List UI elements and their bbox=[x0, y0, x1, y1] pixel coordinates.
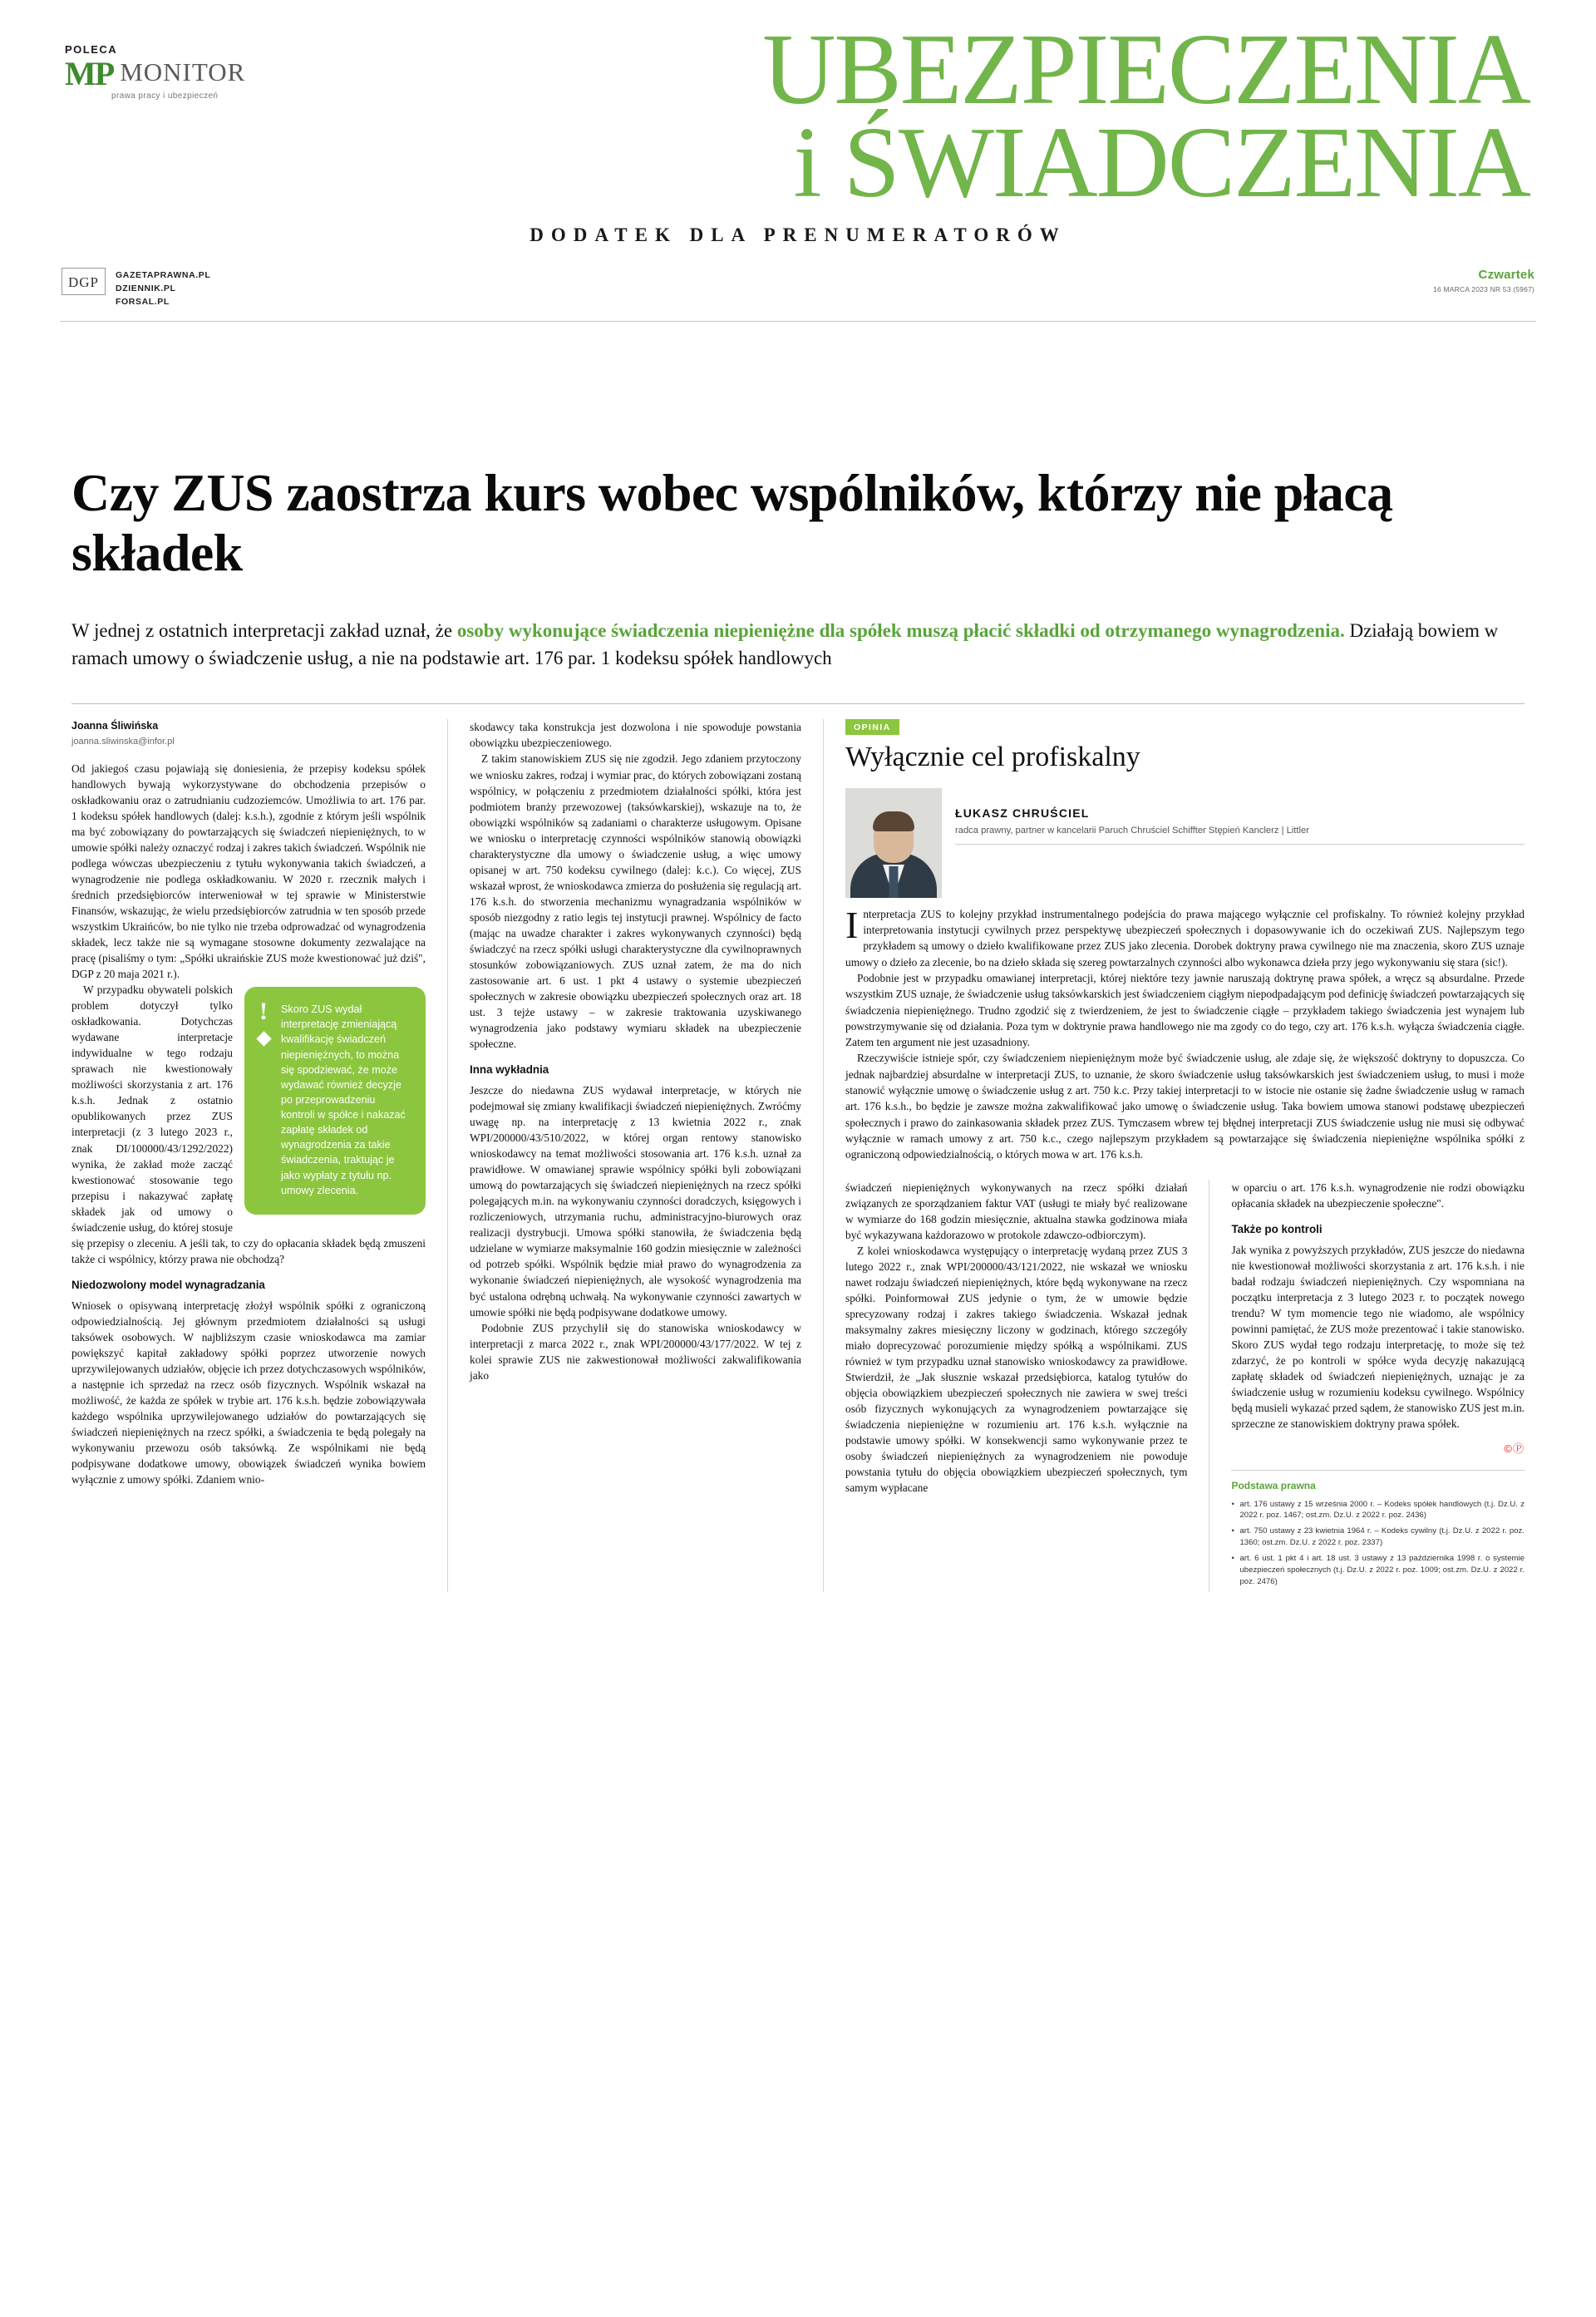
byline-author: Joanna Śliwińska bbox=[71, 720, 159, 732]
monitor-tagline: prawa pracy i ubezpieczeń bbox=[111, 91, 219, 101]
dropcap: I bbox=[845, 903, 859, 946]
masthead bbox=[0, 0, 1596, 391]
legal-basis-title: Podstawa prawna bbox=[1231, 1480, 1316, 1492]
text-column-2 bbox=[447, 719, 823, 1591]
issue-weekday: Czwartek bbox=[1478, 268, 1534, 283]
url-forsal[interactable]: FORSAL.PL bbox=[116, 296, 170, 307]
lede-part1: W jednej z ostatnich interpretacji zakład uznał, że bbox=[71, 620, 457, 642]
opinion-author-name: ŁUKASZ CHRUŚCIEL bbox=[955, 806, 1090, 820]
paragraph: Z takim stanowiskiem ZUS się nie zgodził. Jego zdaniem przytoczony we wniosku zakres, rodzaj i wymiar prac, do których zobowiązani zostaną wspólnicy, w połączeniu z przedmiotem działalności spółki, która jest podmiotem branży przewozowej (taksówkarskiej), wskazuje na to, że obowiązki wspólników są zadaniami o charakterze usługowym. Opisane we wniosku o interpretację czynności wspólników stanowią obowiązki charakterystyczne dla umowy o świadczenie usług, a więc umowy opisanej w art. 750 kodeksu cywilnego (dalej: k.c.). Co więcej, ZUS wskazał wprost, że wnioskodawca zmierza do posłużenia się regulacją art. 176 k.s.h. do stworzenia mechanizmu wynagradzania wspólników w sposób niezgodny z ratio legis tej instytucji prawnej. Wspólnicy de facto (mając na uwadze charakter i zakres wykonywanych czynności) będą świadczyć na rzecz spółki usługi charakterystyczne dla cywilnoprawnych stosunków zobowiązaniowych. ZUS uznał zatem, że ma do nich zastosowanie art. 6 ust. 1 pkt 4 ustawy o systemie ubezpieczeń społecznych w zakresie obowiązku ubezpieczeń społecznych oraz art. 18 ust. 3 tejże ustawy – w zakresie traktowania uzyskiwanego wynagrodzenia jako podstawy wymiaru składek na ubezpieczenie społeczne. bbox=[470, 752, 801, 1051]
poleca-label: POLECA bbox=[65, 43, 118, 56]
text-column-1 bbox=[71, 719, 447, 1591]
url-gazetaprawna[interactable]: GAZETAPRAWNA.PL bbox=[116, 270, 211, 281]
paragraph: Jak wynika z powyższych przykładów, ZUS jeszcze do niedawna nie kwestionował możliwości skorzystania z art. 176 k.s.h. i nie badał rodzaju świadczeń niepieniężnych. Czy wspomniana na początku interpretacja z 3 lutego 2023 r. to początek nowego trendu? W tym momencie tego nie wiadomo, ale wspólnicy powinni pamiętać, że ZUS może prezentować i takie stanowisko. Skoro ZUS wydał tego rodzaju interpretację, to może się też zdarzyć, że po kontroli w spółce wyda decyzję nakazującą zapłatę składek od świadczeń niepieniężnych, uznając je za świadczenie usług w rozumieniu kodeksu cywilnego. Wspólnicy będą musieli wykazać przed sądem, że stanowisko ZUS jest m.in. sprzeczne ze stanowiskiem doktryny prawa spółek. bbox=[1231, 1243, 1525, 1430]
monitor-wordmark: MONITOR bbox=[120, 57, 246, 86]
supplement-subtitle: DODATEK DLA PRENUMERATORÓW bbox=[530, 224, 1066, 246]
list-item: • art. 176 ustawy z 15 września 2000 r. – Kodeks spółek handlowych (t.j. Dz.U. z 2022 r. poz. 1467; ost.zm. Dz.U. z 2022 r. poz. 2436) bbox=[1231, 1499, 1525, 1522]
paragraph: skodawcy taka konstrukcja jest dozwolona i nie spowoduje powstania obowiązku ubezpieczeniowego. bbox=[470, 721, 801, 750]
paragraph: Od jakiegoś czasu pojawiają się doniesienia, że przepisy kodeksu spółek handlowych bywają wykorzystywane do obchodzenia przepisów o oskładkowaniu oraz o zatrudnianiu cudzoziemców. Umożliwia to art. 176 par. 1 kodeksu spółek handlowych (dalej: k.s.h.), zgodnie z którym jeśli wspólnik ma być zobowiązany do powtarzających się świadczeń niepieniężnych, to w umowie spółki należy oznaczyć rodzaj i zakres takich świadczeń. Wspólnik nie podlega wówczas ubezpieczeniu z tytułu wykonywania takich świadczeń, a wynagrodzenie nie podlega oskładkowaniu. W 2020 r. rzecznik małych i średnich przedsiębiorców interweniował w tej sprawie w Ministerstwie Finansów, wskazując, że wielu przedsiębiorców zatrudnia w ten sposób przede wszystkim Ukraińców, bo nie tylko nie trzeba odprowadzać od wynagrodzenia składek, lecz także nie są wymagane stosowne dokumenty zezwalające na pracę (pisaliśmy o tym: „Spółki ukraińskie ZUS może kwestionować już dziś", DGP z 20 maja 2021 r.). bbox=[71, 762, 426, 981]
avatar bbox=[845, 788, 942, 898]
lede-part2: Działają bowiem w ramach umowy o świadczenie usług, a nie na podstawie art. 176 par. 1 kodeksu spółek handlowych bbox=[71, 620, 1499, 668]
issue-date-block bbox=[1433, 268, 1534, 293]
dgp-block bbox=[62, 268, 210, 308]
text-column-4 bbox=[1209, 1180, 1525, 1592]
monitor-logo bbox=[65, 43, 256, 101]
section-heading: Także po kontroli bbox=[1231, 1222, 1323, 1235]
supplement-title-line2: i ŚWIADCZENIA bbox=[793, 106, 1530, 219]
copyright-mark: ©Ⓟ bbox=[1504, 1442, 1525, 1456]
diamond-icon bbox=[256, 1032, 271, 1047]
mp-logo-mark: MP bbox=[65, 55, 114, 92]
headline-block bbox=[0, 391, 1596, 672]
supplement-title-line1: UBEZPIECZENIA bbox=[762, 13, 1530, 126]
dgp-badge: DGP bbox=[62, 268, 106, 295]
legal-basis-list bbox=[1231, 1499, 1525, 1588]
opinion-panel bbox=[823, 719, 1525, 1591]
article-lede bbox=[71, 618, 1525, 672]
paragraph: w oparciu o art. 176 k.s.h. wynagrodzenie nie rodzi obowiązku opłacania składek na ubezpieczenie społeczne". bbox=[1231, 1181, 1525, 1210]
paragraph: W przypadku obywateli polskich problem dotyczył tylko oskładkowania. Dotychczas wydawane interpretacje indywidualne w tego rodzaju sprawach nie kwestionowały możliwości skorzystania z art. 176 k.s.h. Jednak z ostatnio opublikowanych przez ZUS interpretacji (z 3 lutego 2023 r., znak DI/100000/43/1292/2022) wynika, że zakład może zacząć kwestionować stosowanie tego przepisu i nakazywać zapłatę składek jak od umowy o świadczenie usług, do której stosuje się przepisy o zleceniu. A jeśli tak, to czy do opłacania składek będą zmuszeni także ci wspólnicy, którzy prawa nie obchodzą? bbox=[71, 983, 426, 1265]
bottom-columns bbox=[845, 1180, 1525, 1592]
masthead-divider bbox=[60, 321, 1536, 322]
callout-text: Skoro ZUS wydał interpretację zmieniającą kwalifikację świadczeń niepieniężnych, to można się spodziewać, że może wydawać również decyzje po przeprowadzeniu kontroli w spółce i nakazać zapłatę składek od wynagrodzenia za takie świadczenia, traktując je jako wypłaty z tytułu np. umowy zlecenia. bbox=[281, 1003, 406, 1196]
opinion-paragraph-1: nterpretacja ZUS to kolejny przykład instrumentalnego podejścia do prawa mającego wyłącznie cel profiskalny. To również kolejny przykład interpretowania instytucji cywilnych przez perspektywę ubezpieczeń społecznych i dopasowywanie ich do oczekiwań ZUS. Najlepszym tego przykładem są umowy o dzieło kwalifikowane przez ZUS jako zlecenia. Dorobek doktryny prawa cywilnego nie ma znaczenia, skoro ZUS uznaje umowy o dzieło za zlecenie, bo na dzieło składa się szereg powtarzalnych czynności albo wykonawca dzieła przy jego wykonywaniu się stara (sic!). bbox=[845, 907, 1525, 969]
page-title: Czy ZUS zaostrza kurs wobec wspólników, którzy nie płacą składek bbox=[71, 462, 1393, 582]
paragraph: Wniosek o opisywaną interpretację złożył wspólnik spółki z ograniczoną odpowiedzialnością. Jej głównym przedmiotem działalności są usługi taksówek osobowych. W najbliższym czasie wnioskodawca ma zamiar powiększyć kapitał zakładowy spółki poprzez utworzenie nowych uprzywilejowanych udziałów, objęcie ich przez dotychczasowych wspólników, a następnie ich sprzedaż na rzecz osób fizycznych. Wspólnik wskazał na możliwość, że każda ze spółek w trybie art. 176 k.s.h. będzie zobowiązywała każdego wspólnika uprzywilejowanego udziałów do powtarzających się świadczeń niepieniężnych na rzecz spółki, a świadczenia te będą polegały na wykonywaniu przewozu osób taksówką. Ze wspólnikami nie będą podpisywane dodatkowe umowy, obowiązek świadczeń wynika bowiem wyłącznie z umowy spółki. Zdaniem wnio- bbox=[71, 1299, 426, 1486]
supplement-title bbox=[58, 13, 1538, 219]
opinion-badge: OPINIA bbox=[845, 719, 899, 735]
legal-basis-box bbox=[1231, 1470, 1525, 1587]
paragraph: Rzeczywiście istnieje spór, czy świadczeniem niepieniężnym może być świadczenie usług, ale zdaje się, że większość doktryny to dopuszcza. Co jednak najbardziej absurdalne w interpretacji ZUS, to uznanie, że skoro świadczenie usług taksówkarskich jest świadczeniem usług, to musi i może stanowić wyłącznie umowę o świadczenie usług z art. 750 k.c. Przy takiej interpretacji to w istocie nie ostanie się żadne świadczenie usług w ramach art. 176 k.s.h., bo będzie je zawsze można zakwalifikować jako umowę o świadczenie usług. Taka bowiem umowa stanowi podstawę ubezpieczeń społecznych i prawo do zainkasowania składek przez ZUS. Tymczasem wbrew tej błędnej interpretacji ZUS świadczenie usług nie musi się odbywać wyłącznie w ramach umowy z art. 750 k.c., czego najlepszym przykładem są powtarzające się świadczenia niepieniężne wspólnika spółki z ograniczoną odpowiedzialnością, o których mowa w art. 176 k.s.h. bbox=[845, 1052, 1525, 1161]
article-body bbox=[0, 704, 1596, 1624]
paragraph: świadczeń niepieniężnych wykonywanych na rzecz spółki działań związanych ze sporządzaniem faktur VAT (usługi te miały być realizowane w wymiarze do 168 godzin miesięcznie, aktualna stawka godzinowa miała być wykazywana każdorazowo w protokole zdawczo-odbiorczym). bbox=[845, 1181, 1188, 1241]
byline-email[interactable]: joanna.sliwinska@infor.pl bbox=[71, 737, 175, 747]
list-item: • art. 6 ust. 1 pkt 4 i art. 18 ust. 3 ustawy z 13 października 1998 r. o systemie ubezpieczeń społecznych (t.j. Dz.U. z 2022 r. poz. 1009; ost.zm. Dz.U. z 2022 r. poz. 2476) bbox=[1231, 1553, 1525, 1588]
opinion-body bbox=[845, 903, 1525, 1163]
exclamation-icon: ! bbox=[259, 998, 268, 1026]
paragraph: Podobnie ZUS przychylił się do stanowiska wnioskodawcy w interpretacji z marca 2022 r., znak WPI/200000/43/177/2022. W tej z kolei sprawie ZUS nie zakwestionował możliwości zakwalifikowania jako bbox=[470, 1321, 801, 1382]
dgp-urls bbox=[116, 268, 210, 308]
issue-number: 16 MARCA 2023 NR 53 (5967) bbox=[1433, 285, 1534, 294]
opinion-author-role: radca prawny, partner w kancelarii Paruch Chruściel Schiffter Stępień Kanclerz | Littler bbox=[955, 825, 1525, 845]
opinion-title: Wyłącznie cel profiskalny bbox=[845, 742, 1140, 773]
paragraph: Z kolei wnioskodawca występujący o interpretację wydaną przez ZUS 3 lutego 2022 r., znak WPI/200000/43/121/2022, nie wskazał we wniosku nawet rodzaju świadczeń niepieniężnych, które będą wykonywane na rzecz spółki. Poinformował ZUS jedynie o tym, że w umowie będzie sprecyzowany rodzaj i zakres takiego świadczenia. Wskazał jednak maksymalny zakres miesięczny liczony w godzinach, którego szczegóły miało doprecyzować porozumienie między spółką a wspólnikami. ZUS również w tym przypadku uznał stanowisko wnioskodawcy za prawidłowe. Stwierdził, że „Jak słusznie wskazał przedsiębiorca, katalog tytułów do objęcia obowiązkiem ubezpieczeń społecznych nie zawiera w swej treści osób fizycznych wykonujących za wynagrodzeniem powtarzające się świadczenia niepieniężne w rozumieniu art. 176 k.s.h. wyłącznie na podstawie umowy spółki. W konsekwencji samo wykonywanie przez te osoby świadczeń niepieniężnych za wynagrodzeniem nie powoduje powstania tytułu do objęcia obowiązkiem ubezpieczeń społecznych, tym samym wypłacane bbox=[845, 1244, 1188, 1495]
url-dziennik[interactable]: DZIENNIK.PL bbox=[116, 283, 176, 294]
paragraph: Podobnie jest w przypadku omawianej interpretacji, której niektóre tezy jawnie naruszają doktrynę prawa spółek, a wręcz są absurdalne. Przede wszystkim ZUS uznaje, że świadczenie usług taksówkarskich jest świadczeniem ciągłym niepodpadającym pod definicję świadczeń powtarzających się świadczenia niepieniężnego. Trudno zgodzić się z twierdzeniem, że jest to świadczenie ciągłe – przykładem takiego świadczenia jest wynajem lub powstrzymywanie się od działania. Poza tym w doktrynie prawa handlowego nie ma zgody co do tego, czy art. 176 k.s.h. wyłącza świadczenia ciągłe. Zatem ten argument nie jest uzasadniony. bbox=[845, 971, 1525, 1049]
paragraph bbox=[845, 903, 1525, 970]
lede-highlight: osoby wykonujące świadczenia niepieniężne dla spółek muszą płacić składki od otrzymanego wynagrodzenia. bbox=[456, 620, 1345, 642]
section-heading: Niedozwolony model wynagradzania bbox=[71, 1278, 265, 1291]
callout-box bbox=[244, 987, 426, 1215]
paragraph: Jeszcze do niedawna ZUS wydawał interpretacje, w których nie podejmował się zmiany kwalifikacji świadczeń niepieniężnych. Zwróćmy uwagę np. na interpretację z 13 kwietnia 2022 r., znak WPI/200000/43/510/2022, w której organ rentowy stanowisko wnioskodawcy na temat możliwości stosowania art. 176 k.s.h. uznał za prawidłowe. W omawianej sprawie wspólnicy spółki byli zobowiązani umową do powtarzających się świadczeń niepieniężnych na rzecz spółki polegających m.in. na wykonywaniu czynności doradczych, księgowych i rozliczeniowych, utrzymania ruchu, administracyjno-biurowych oraz realizacji dystrybucji. Umowa spółki stanowiła, że świadczenia będą udzielane w wymiarze maksymalnie 160 godzin miesięcznie w zależności od potrzeb spółki. Wspólnik będzie miał prawo do wynagrodzenia za wykonanie świadczeń niepieniężnych, ale wysokość wynagrodzenia ma być ustalona odrębną uchwałą. Na wykonywanie czynności zawartych w umowie spółki nie będą podpisywane dodatkowe umowy. bbox=[470, 1084, 801, 1319]
text-column-3 bbox=[845, 1180, 1209, 1592]
list-item: • art. 750 ustawy z 23 kwietnia 1964 r. – Kodeks cywilny (t.j. Dz.U. z 2022 r. poz. 1360; ost.zm. Dz.U. z 2022 r. poz. 2337) bbox=[1231, 1526, 1525, 1549]
section-heading: Inna wykładnia bbox=[470, 1063, 549, 1077]
